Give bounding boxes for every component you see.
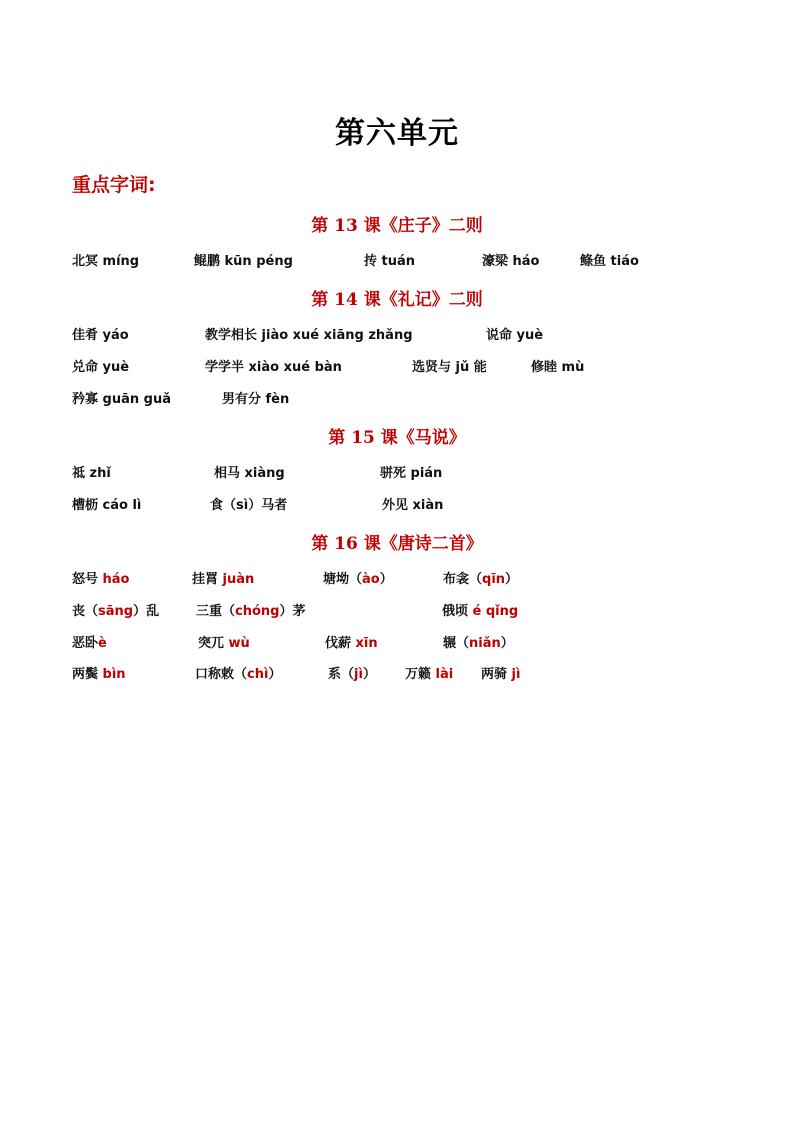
lesson-15-row-2: [0, 494, 794, 514]
vocab-item: 骈死 pián: [380, 466, 443, 481]
vocab-item: 鲦鱼 tiáo: [580, 254, 639, 269]
vocab-item: 佳肴 yáo: [72, 328, 129, 343]
lesson-15-row-1: [0, 462, 794, 482]
vocab-item: 北冥 míng: [72, 254, 140, 269]
vocab-item: 万籁 lài: [405, 667, 454, 682]
vocab-item: 学学半 xiào xué bàn: [205, 360, 342, 375]
vocab-item: 槽枥 cáo lì: [72, 498, 142, 513]
vocab-item: 相马 xiàng: [214, 466, 285, 481]
vocab-item: 祗 zhǐ: [72, 466, 111, 481]
vocab-item: 矜寡 guān guǎ: [72, 392, 171, 407]
vocab-item: 俄顷 é qǐng: [442, 604, 519, 619]
vocab-item: 挂罥 juàn: [192, 572, 255, 587]
vocab-item: 两鬓 bìn: [72, 667, 126, 682]
vocab-item: 抟 tuán: [364, 254, 416, 269]
lesson-16-title: 第 16 课《唐诗二首》: [311, 534, 483, 554]
vocab-item: 男有分 fèn: [222, 392, 290, 407]
vocab-item: 怒号 háo: [72, 572, 130, 587]
vocab-item: 伐薪 xīn: [325, 636, 378, 651]
vocab-item: 选贤与 jǔ 能: [412, 360, 487, 375]
vocab-item: 食（sì）马者: [210, 498, 288, 513]
lesson-13-row-1: [0, 250, 794, 270]
vocab-item: 辗（niǎn）: [443, 636, 514, 651]
lesson-16-row-4: [0, 663, 794, 683]
vocab-item: 三重（chóng）茅: [196, 604, 306, 619]
section-heading: 重点字词:: [72, 174, 156, 196]
vocab-item: 两骑 jì: [481, 667, 521, 682]
lesson-16-row-2: [0, 600, 794, 620]
vocab-item: 外见 xiàn: [382, 498, 444, 513]
lesson-15-title: 第 15 课《马说》: [328, 428, 466, 448]
vocab-item: 系（jì）: [328, 667, 376, 682]
vocab-item: 丧（sāng）乱: [72, 604, 160, 619]
vocab-item: 鲲鹏 kūn péng: [194, 254, 293, 269]
lesson-14-row-1: [0, 324, 794, 344]
lesson-14-row-2: [0, 356, 794, 376]
vocab-item: 教学相长 jiào xué xiāng zhǎng: [205, 328, 413, 343]
vocab-item: 恶卧è: [72, 636, 107, 651]
vocab-item: 布衾（qīn）: [443, 572, 519, 587]
vocab-item: 口称敕（chì）: [195, 667, 282, 682]
vocab-item: 塘坳（ào）: [323, 572, 393, 587]
unit-title: 第六单元: [335, 116, 459, 151]
lesson-13-title: 第 13 课《庄子》二则: [311, 216, 483, 236]
vocab-item: 兑命 yuè: [72, 360, 130, 375]
lesson-14-row-3: [0, 388, 794, 408]
vocab-item: 濠梁 háo: [482, 254, 540, 269]
vocab-item: 说命 yuè: [486, 328, 544, 343]
lesson-14-title: 第 14 课《礼记》二则: [311, 290, 483, 310]
vocab-item: 突兀 wù: [198, 636, 250, 651]
vocab-item: 修睦 mù: [531, 360, 585, 375]
lesson-16-row-1: [0, 568, 794, 588]
lesson-16-row-3: [0, 632, 794, 652]
